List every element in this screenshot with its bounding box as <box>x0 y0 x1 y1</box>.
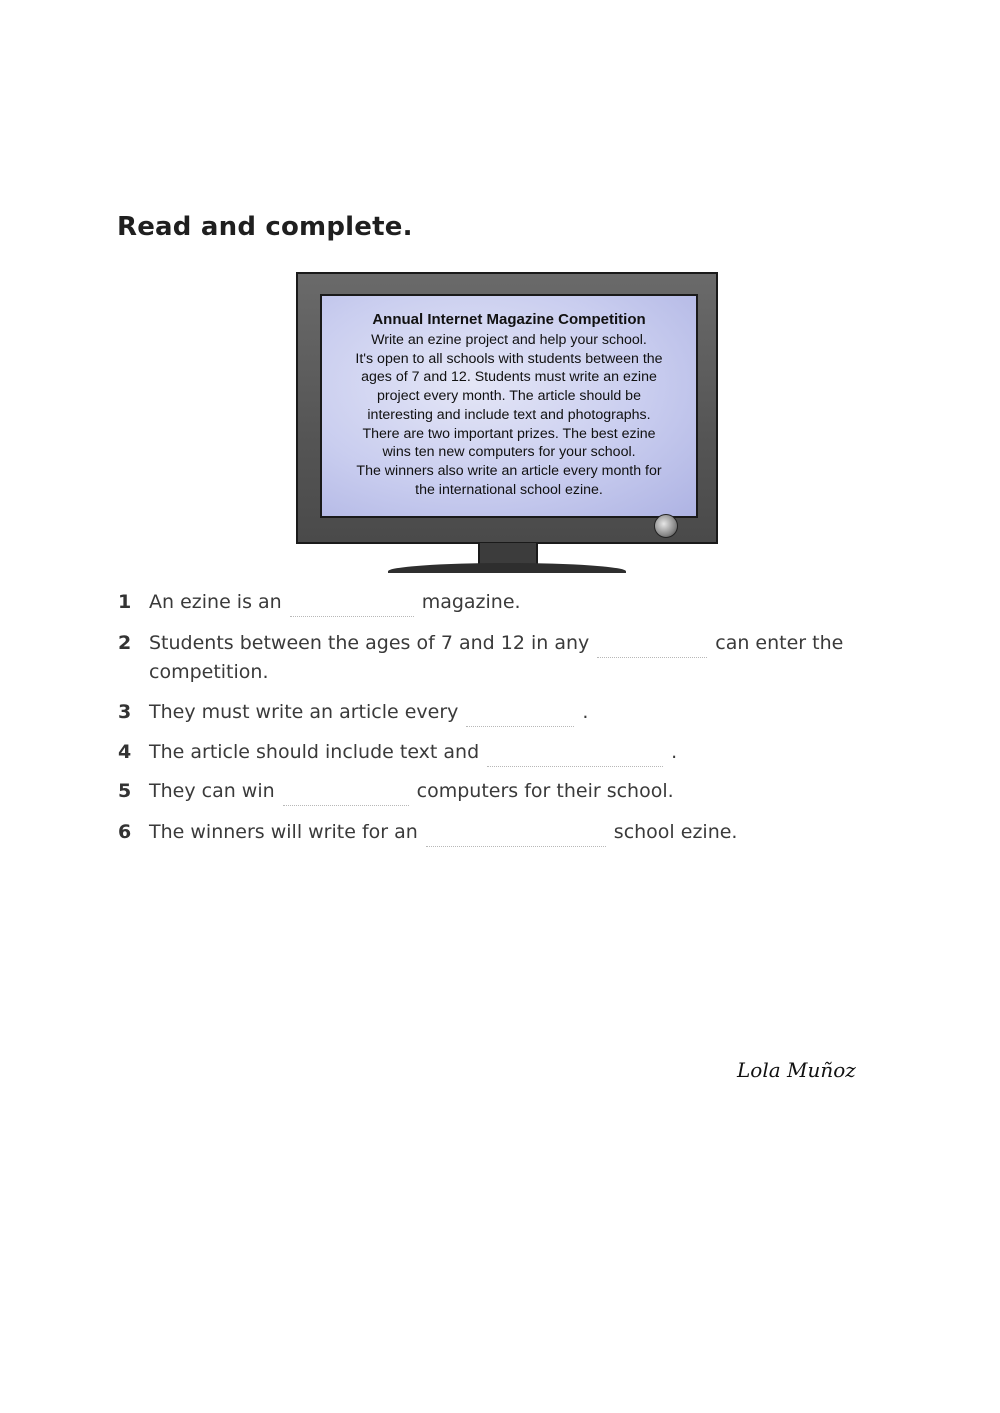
question-number: 1 <box>118 591 132 613</box>
question-text: They must write an article every <box>149 701 459 723</box>
question-text: Students between the ages of 7 and 12 in any <box>149 632 590 654</box>
question-text: . <box>671 741 678 763</box>
question-number: 5 <box>118 780 132 802</box>
question-text: An ezine is an <box>149 591 282 613</box>
screen-line: The winners also write an article every month for <box>356 462 662 479</box>
monitor-screen <box>320 294 698 518</box>
screen-line: wins ten new computers for your school. <box>382 444 636 461</box>
screen-line: interesting and include text and photographs. <box>367 406 651 423</box>
answer-blank-3[interactable] <box>466 702 574 727</box>
question-text: computers for their school. <box>416 780 674 802</box>
question-text: school ezine. <box>613 821 738 843</box>
question-text: . <box>582 701 589 723</box>
question-text: The article should include text and <box>149 741 480 763</box>
question-number: 3 <box>118 701 132 723</box>
question-text: magazine. <box>421 591 521 613</box>
answer-blank-1[interactable] <box>290 592 414 617</box>
author-signature: Lola Muñoz <box>737 1058 856 1082</box>
question-text: They can win <box>149 780 275 802</box>
question-text: competition. <box>149 661 269 683</box>
question-text: The winners will write for an <box>149 821 418 843</box>
question-number: 2 <box>118 632 132 654</box>
screen-line: the international school ezine. <box>415 481 603 498</box>
power-button-icon <box>654 514 678 538</box>
screen-line: It's open to all schools with students between the <box>355 350 663 367</box>
monitor-stand-base <box>388 563 626 573</box>
answer-blank-4[interactable] <box>487 742 663 767</box>
screen-line: Write an ezine project and help your school. <box>371 332 647 348</box>
answer-blank-5[interactable] <box>283 781 409 806</box>
screen-line: ages of 7 and 12. Students must write an ezine <box>361 369 657 386</box>
screen-title: Annual Internet Magazine Competition <box>372 311 646 328</box>
screen-line: project every month. The article should be <box>377 388 641 405</box>
question-number: 6 <box>118 821 132 843</box>
question-number: 4 <box>118 741 132 763</box>
page-title: Read and complete. <box>117 212 413 242</box>
answer-blank-6[interactable] <box>426 822 606 847</box>
monitor-illustration <box>296 272 718 544</box>
monitor-stand-neck <box>478 543 538 565</box>
answer-blank-2[interactable] <box>597 633 707 658</box>
screen-line: There are two important prizes. The best ezine <box>362 425 656 442</box>
question-text: can enter the <box>715 632 844 654</box>
